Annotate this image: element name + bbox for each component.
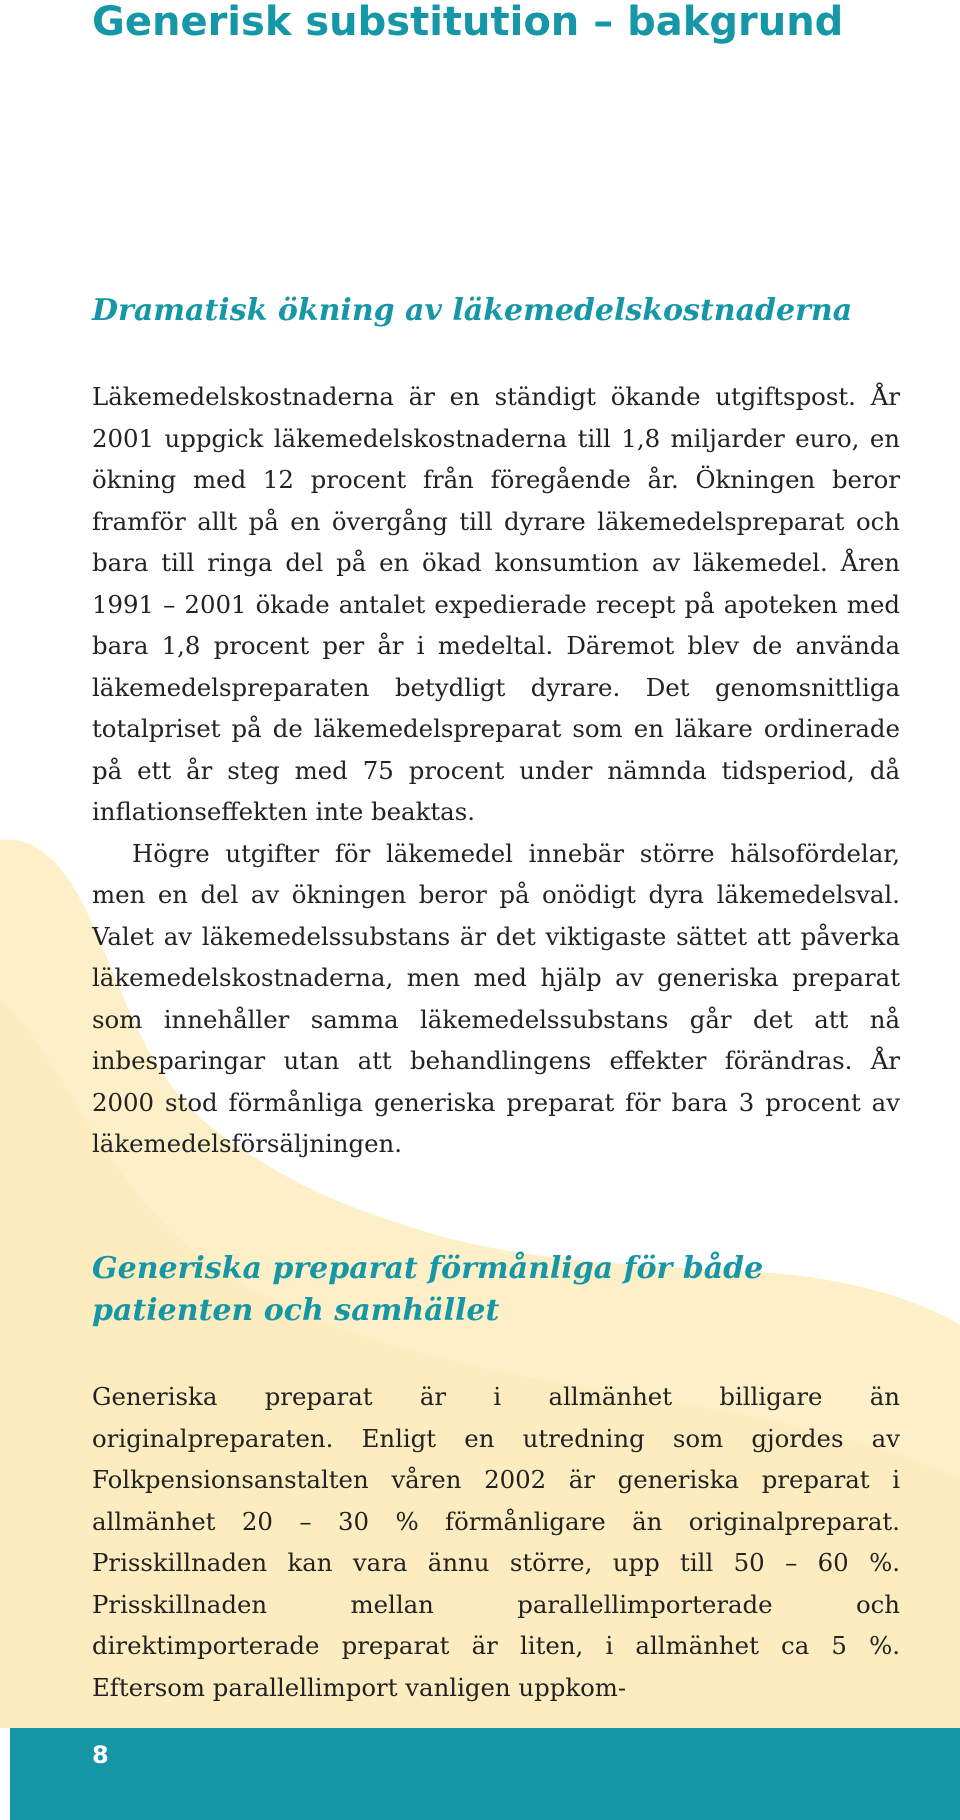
body-paragraph: Generiska preparat är i allmänhet billigare än originalpreparaten. Enligt en utredning som gjordes av Folkpensionsanstalten våren 2002 är generiska preparat i allmänhet 20 – 30 % förmånligare än originalpreparat. Prisskillnaden kan vara ännu större, upp till 50 – 60 %. Prisskillnaden mellan parallellimporterade och direktimporterade preparat är liten, i allmänhet ca 5 %. Eftersom parallellimport vanligen uppkom- xyxy=(92,1382,900,1702)
section-heading: Dramatisk ökning av läkemedelskostnaderna xyxy=(92,293,853,328)
body-paragraph: Högre utgifter för läkemedel innebär större hälsofördelar, men en del av ökningen beror på onödigt dyra läkemedelsval. Valet av läkemedelssubstans är det viktigaste sättet att påverka läkemedelskostnaderna, men med hjälp av generiska preparat som innehåller samma läkemedelssubstans går det att nå inbesparingar utan att behandlingens effekter förändras. År 2000 stod förmånliga generiska preparat för bara 3 procent av läkemedelsförsäljningen. xyxy=(92,838,900,1158)
footer-bar xyxy=(10,1728,960,1820)
section-generiska-preparat xyxy=(92,1248,900,1708)
page-number: 8 xyxy=(92,1741,109,1769)
page-title: Generisk substitution – bakgrund xyxy=(92,0,844,45)
body-paragraph: Läkemedelskostnaderna är en ständigt ökande utgiftspost. År 2001 uppgick läkemedelskostnaderna till 1,8 miljarder euro, en ökning med 12 procent från föregående år. Ökningen beror framför allt på en övergång till dyrare läkemedelspreparat och bara till ringa del på en ökad konsumtion av läkemedel. Åren 1991 – 2001 ökade antalet expedierade recept på apoteken med bara 1,8 procent per år i medeltal. Däremot blev de använda läkemedelspreparaten betydligt dyrare. Det genomsnittliga totalpriset på de läkemedelspreparat som en läkare ordinerade på ett år steg med 75 procent under nämnda tidsperiod, då inflationseffekten inte beaktas. xyxy=(92,382,900,826)
section-dramatisk-okning xyxy=(92,290,900,1165)
section-heading: Generiska preparat förmånliga för både patienten och samhället xyxy=(92,1251,764,1328)
